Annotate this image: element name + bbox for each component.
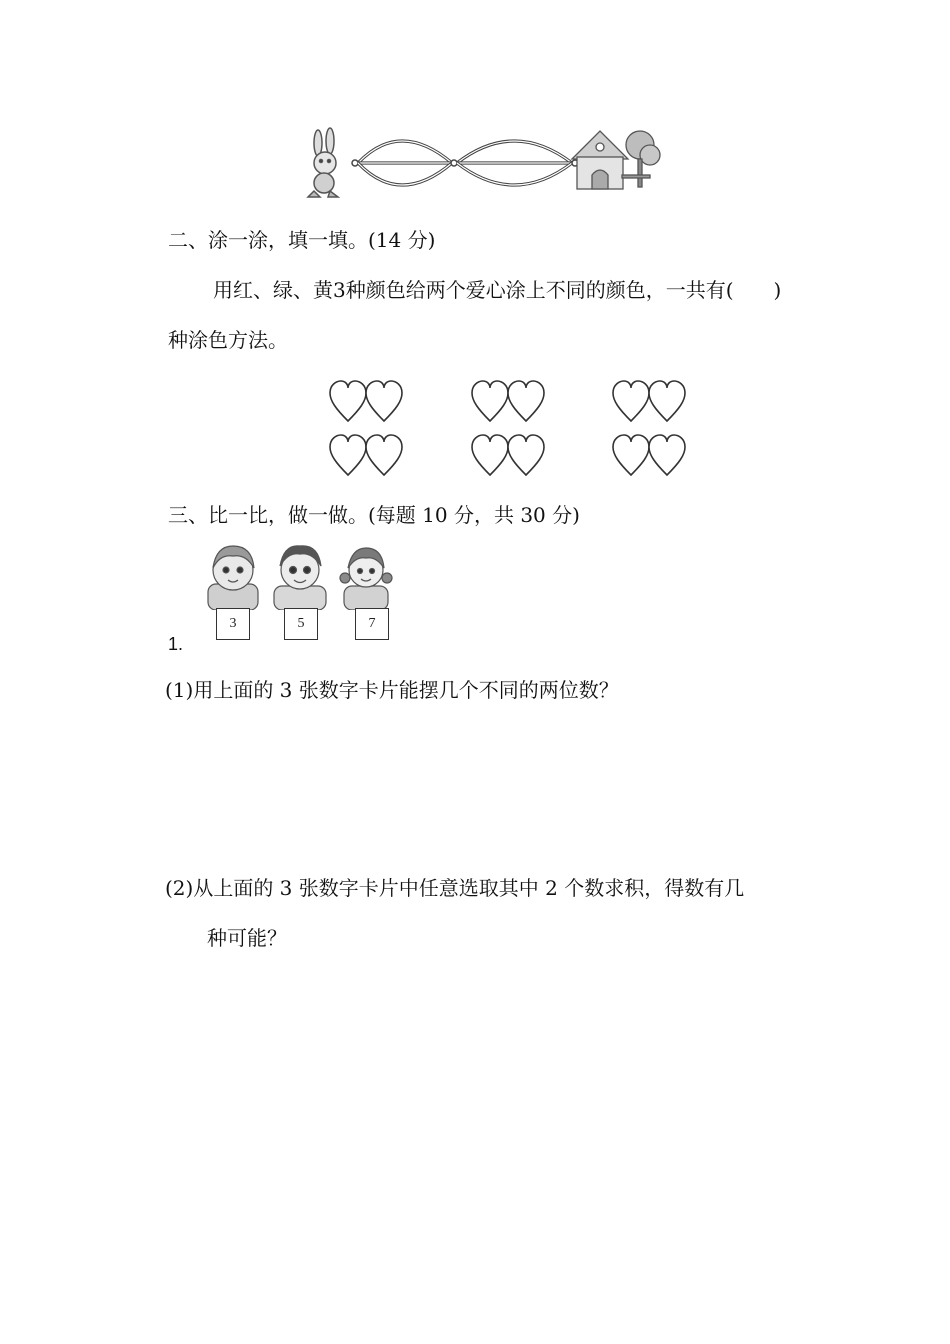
heart-pair [330,435,402,475]
item-number: 1. [168,634,184,654]
kids-illustration [200,540,400,642]
question-1: (1)用上面的 3 张数字卡片能摆几个不同的两位数？ [165,678,619,702]
child-avatar [208,546,258,610]
heart-pair [613,435,685,475]
hearts-grid [320,375,700,480]
child-avatar [340,548,392,610]
rabbit-icon [308,128,338,197]
section2-heading: 二、涂一涂，填一填。(14 分) [168,228,436,252]
question-2-line1: (2)从上面的 3 张数字卡片中任意选取其中 2 个数求积，得数有几 [165,876,745,900]
heart-pair [472,381,544,421]
route-illustration [300,125,665,200]
house-icon [572,131,660,189]
child-avatar [274,546,326,610]
number-card: 5 [284,608,318,640]
section2-question-line2: 种涂色方法。 [168,328,288,352]
question-2-line2: 种可能？ [207,926,287,950]
heart-pair [472,435,544,475]
number-card: 3 [216,608,250,640]
heart-pair [330,381,402,421]
section3-heading: 三、比一比，做一做。(每题 10 分，共 30 分) [168,503,580,527]
section2-question-line1: 用红、绿、黄3种颜色给两个爱心涂上不同的颜色，一共有( ) [213,278,782,302]
heart-pair [613,381,685,421]
number-card: 7 [355,608,389,640]
